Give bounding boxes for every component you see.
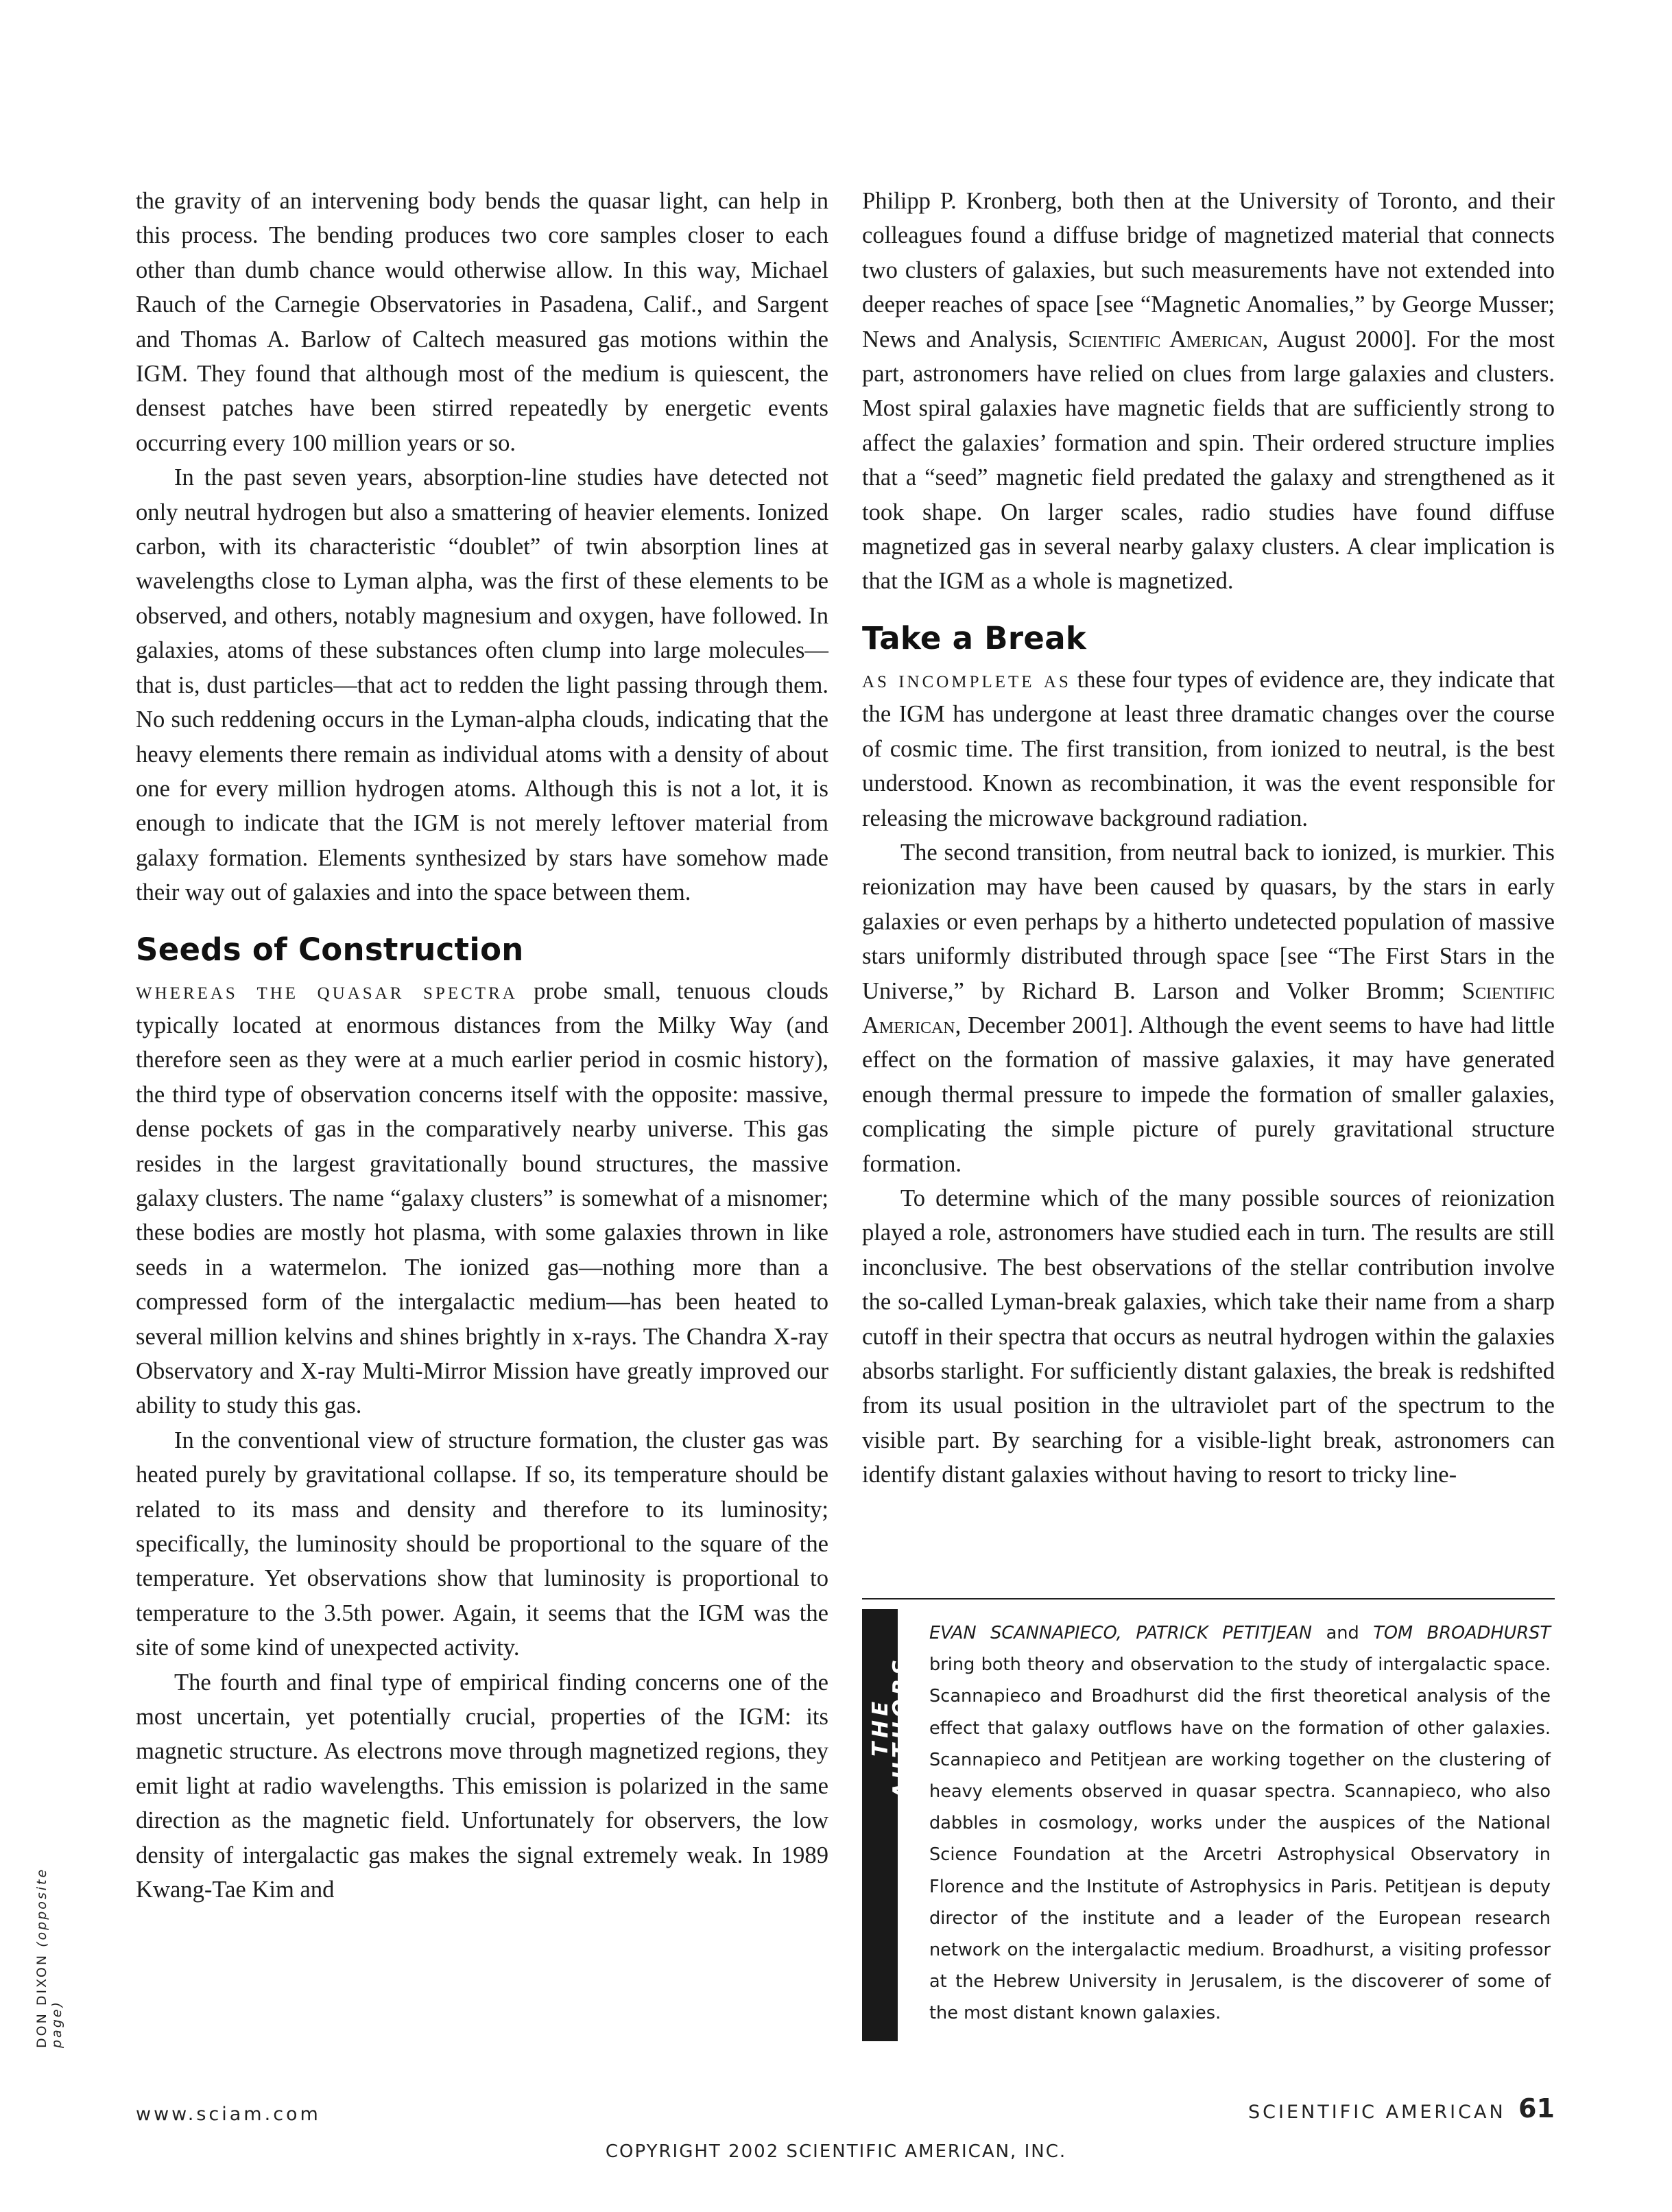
authors-tab <box>862 1609 913 2041</box>
footer-url: www.sciam.com <box>136 2104 321 2125</box>
author-conjunction: and <box>1312 1623 1374 1643</box>
illustration-credit <box>34 1822 62 2048</box>
left-column <box>136 184 828 1907</box>
paragraph-text: , December 2001]. Although the event seems to have had little effect on the formation of massive galaxies, it may have generated enough thermal pressure to impede the formation of smaller galaxies, complicating the simple picture of purely gravitational structure formation. <box>862 1012 1555 1177</box>
page-number: 61 <box>1518 2093 1555 2124</box>
body-paragraph: The fourth and final type of empirical finding concerns one of the most uncertain, yet potentially crucial, properties of the IGM: its magnetic structure. As electrons move through magnetized regions, they emit light at radio wavelengths. This emission is polarized in the same direction as the magnetic field. Unfortunately for observers, the low density of intergalactic gas makes the signal extremely weak. In 1989 Kwang-Tae Kim and <box>136 1669 828 1903</box>
author-names: EVAN SCANNAPIECO, PATRICK PETITJEAN <box>929 1623 1313 1643</box>
body-paragraph <box>862 662 1555 835</box>
credit-note: (opposite page) <box>34 1867 64 2048</box>
footer-magazine-name: SCIENTIFIC AMERICAN <box>1248 2102 1506 2123</box>
author-bio-text: bring both theory and observation to the study of intergalactic space. Scannapieco and Broadhurst did the first theoretical analysis of the effect that galaxy outflows have on the formation of other galaxies. Scannapieco and Petitjean are working together on the clustering of heavy elements observed in quasar spectra. Scannapieco, who also dabbles in cosmology, works under the auspices of the National Science Foundation at the Arcetri Astrophysical Observatory in Florence and the Institute of Astrophysics in Paris. Petitjean is deputy director of the institute and a leader of the European research network on the intergalactic medium. Broadhurst, a visiting professor at the Hebrew University in Jerusalem, is the discoverer of some of the most distant known galaxies. <box>929 1654 1551 2024</box>
paragraph-text: The second transition, from neutral back to ionized, is murkier. This reionization may have been caused by quasars, by the stars in early galaxies or even perhaps by a hitherto undetected population of massive stars uniformly distributed through space [see “The First Stars in the Universe,” by Richard B. Larson and Volker Bromm; <box>862 839 1555 1004</box>
credit-name: DON DIXON <box>34 1953 49 2048</box>
authors-bio <box>929 1617 1551 2030</box>
paragraph-text: , August 2000]. For the most part, astronomers have relied on clues from large galaxies and clusters. Most spiral galaxies have magnetic fields that are sufficiently strong to affect the galaxies’ formation and spin. Their ordered structure implies that a “seed” magnetic field predated the galaxy and strengthened as it took shape. On larger scales, radio studies have found diffuse magnetized gas in several nearby galaxy clusters. A clear implication is that the IGM as a whole is magnetized. <box>862 326 1555 595</box>
magazine-name-small-caps: Scientific American <box>1068 326 1263 353</box>
lead-in-small-caps: whereas the quasar spectra <box>136 976 518 1004</box>
body-paragraph: the gravity of an intervening body bends the quasar light, can help in this process. The bending produces two core samples closer to each other than dumb chance would otherwise allow. In this way, Michael Rauch of the Carnegie Observatories in Pasadena, Calif., and Sargent and Thomas A. Barlow of Caltech measured gas motions within the IGM. They found that although most of the medium is quiescent, the densest patches have been stirred repeatedly by energetic events occurring every 100 million years or so. <box>136 188 828 456</box>
body-paragraph: In the past seven years, absorption-line studies have detected not only neutral hydrogen but also a smattering of heavier elements. Ionized carbon, with its characteristic “doublet” of twin absorption lines at wavelengths close to Lyman alpha, was the first of these elements to be observed, and others, notably magnesium and oxygen, have followed. In galaxies, atoms of these substances often clump into large molecules—that is, dust particles—that act to redden the light passing through them. No such reddening occurs in the Lyman-alpha clouds, indicating that the heavy elements there remain as individual atoms with a density of about one for every million hydrogen atoms. Although this is not a lot, it is enough to indicate that the IGM is not merely leftover material from galaxy formation. Elements synthesized by stars have somehow made their way out of galaxies and into the space between them. <box>136 464 828 906</box>
paragraph-text: Philipp P. Kronberg, both then at the University of Toronto, and their colleagues found a diffuse bridge of magnetized material that connects two clusters of galaxies, but such measurements have not extended into deeper reaches of space [see “Magnetic Anomalies,” by George Musser; News and Analysis, <box>862 188 1555 353</box>
section-heading-seeds-of-construction: Seeds of Construction <box>136 931 524 968</box>
paragraph-text: these four types of evidence are, they indicate that the IGM has undergone at least three dramatic changes over the course of cosmic time. The first transition, from ionized to neutral, is the best understood. Known as recombination, it was the event responsible for releasing the microwave background radiation. <box>862 666 1555 831</box>
right-column <box>862 184 1555 1492</box>
body-paragraph <box>136 973 828 1423</box>
body-paragraph: To determine which of the many possible sources of reionization played a role, astronomers have studied each in turn. The results are still inconclusive. The best observations of the stellar contribution involve the so-called Lyman-break galaxies, which take their name from a sharp cutoff in their spectra that occurs as neutral hydrogen within the galaxies absorbs starlight. For sufficiently distant galaxies, the break is redshifted from its usual position in the ultraviolet part of the spectrum to the visible part. By searching for a visible-light break, astronomers can identify distant galaxies without having to resort to tricky line- <box>862 1185 1555 1488</box>
authors-label: THE AUTHORS <box>868 1655 913 1799</box>
section-heading-take-a-break: Take a Break <box>862 619 1087 656</box>
magazine-name-small-caps: Scientific American <box>862 977 1555 1038</box>
lead-in-small-caps: as incomplete as <box>862 665 1071 693</box>
paragraph-text: probe small, tenuous clouds typically located at enormous distances from the Milky Way (and therefore seen as they were at a much earlier period in cosmic history), the third type of observation concerns itself with the opposite: massive, dense pockets of gas in the comparatively nearby universe. This gas resides in the largest gravitationally bound structures, the massive galaxy clusters. The name “galaxy clusters” is somewhat of a misnomer; these bodies are mostly hot plasma, with some galaxies thrown in like seeds in a watermelon. The ionized gas—nothing more than a compressed form of the intergalactic medium—has been heated to several million kelvins and shines brightly in x-rays. The Chandra X-ray Observatory and X-ray Multi-Mirror Mission have greatly improved our ability to study this gas. <box>136 977 828 1419</box>
copyright-notice: COPYRIGHT 2002 SCIENTIFIC AMERICAN, INC. <box>605 2141 1067 2162</box>
author-names: TOM BROADHURST <box>1373 1623 1551 1643</box>
authors-box <box>862 1598 1555 2049</box>
body-paragraph <box>862 835 1555 1181</box>
body-paragraph <box>862 184 1555 599</box>
body-paragraph: In the conventional view of structure formation, the cluster gas was heated purely by gravitational collapse. If so, its temperature should be related to its mass and density and therefore to its luminosity; specifically, the luminosity should be proportional to the square of the temperature. Yet observations show that luminosity is proportional to temperature to the 3.5th power. Again, it seems that the IGM was the site of some kind of unexpected activity. <box>136 1427 828 1661</box>
